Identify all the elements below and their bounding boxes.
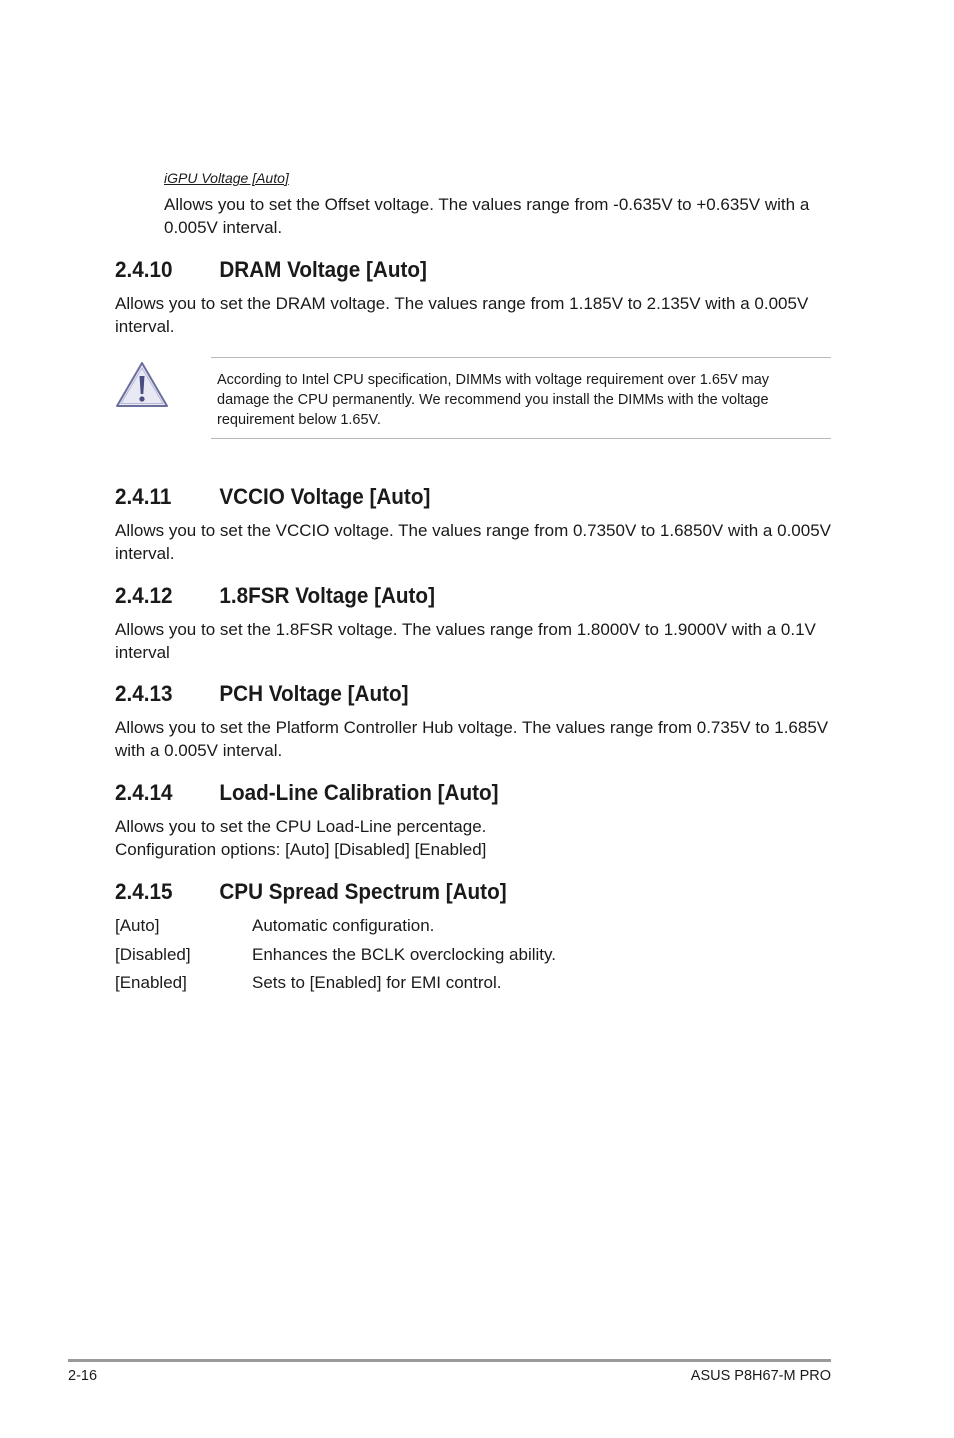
dram-voltage-description: Allows you to set the DRAM voltage. The values range from 1.185V to 2.135V with a 0.005V interval. xyxy=(115,294,809,336)
section-title: CPU Spread Spectrum [Auto] xyxy=(219,879,507,904)
section-title: Load-Line Calibration [Auto] xyxy=(219,780,499,805)
section-title: DRAM Voltage [Auto] xyxy=(219,257,427,282)
section-number: 2.4.10 xyxy=(115,257,173,282)
option-key: [Auto] xyxy=(115,916,160,935)
section-number: 2.4.15 xyxy=(115,879,173,904)
section-number: 2.4.13 xyxy=(115,681,173,706)
section-heading-load-line-calibration xyxy=(115,780,498,806)
section-heading-vccio-voltage xyxy=(115,484,430,510)
option-value: Enhances the BCLK overclocking ability. xyxy=(252,945,556,964)
page-number: 2-16 xyxy=(68,1368,98,1384)
section-heading-dram-voltage xyxy=(115,257,427,283)
warning-triangle-icon xyxy=(114,360,170,410)
section-heading-pch-voltage xyxy=(115,681,409,707)
section-title: PCH Voltage [Auto] xyxy=(219,681,409,706)
18fsr-voltage-description: Allows you to set the 1.8FSR voltage. The values range from 1.8000V to 1.9000V with a 0.1V interval xyxy=(115,620,816,662)
footer-divider xyxy=(68,1359,831,1362)
section-number: 2.4.11 xyxy=(115,484,172,509)
caution-note-text: According to Intel CPU specification, DIMMs with voltage requirement over 1.65V may damage the CPU permanently. We recommend you install the DIMMs with the voltage requirement below 1.65V. xyxy=(217,372,770,428)
igpu-voltage-description: Allows you to set the Offset voltage. The values range from -0.635V to +0.635V with a 0.005V interval. xyxy=(164,195,810,237)
section-heading-cpu-spread-spectrum xyxy=(115,879,507,905)
vccio-voltage-description: Allows you to set the VCCIO voltage. The values range from 0.7350V to 1.6850V with a 0.005V interval. xyxy=(115,521,831,563)
load-line-config-options: Configuration options: [Auto] [Disabled] [Enabled] xyxy=(115,840,487,859)
load-line-description: Allows you to set the CPU Load-Line percentage. xyxy=(115,817,487,836)
option-value: Sets to [Enabled] for EMI control. xyxy=(252,973,502,992)
option-key: [Disabled] xyxy=(115,945,191,964)
section-heading-18fsr-voltage xyxy=(115,583,435,609)
igpu-voltage-label: iGPU Voltage [Auto] xyxy=(164,170,289,186)
option-key: [Enabled] xyxy=(115,973,187,992)
caution-note xyxy=(211,357,831,439)
section-number: 2.4.14 xyxy=(115,780,173,805)
pch-voltage-description: Allows you to set the Platform Controller Hub voltage. The values range from 0.735V to 1.685V with a 0.005V interval. xyxy=(115,718,829,760)
option-value: Automatic configuration. xyxy=(252,916,435,935)
section-title: 1.8FSR Voltage [Auto] xyxy=(219,583,435,608)
section-title: VCCIO Voltage [Auto] xyxy=(219,484,431,509)
section-number: 2.4.12 xyxy=(115,583,173,608)
product-name: ASUS P8H67-M PRO xyxy=(690,1368,831,1384)
